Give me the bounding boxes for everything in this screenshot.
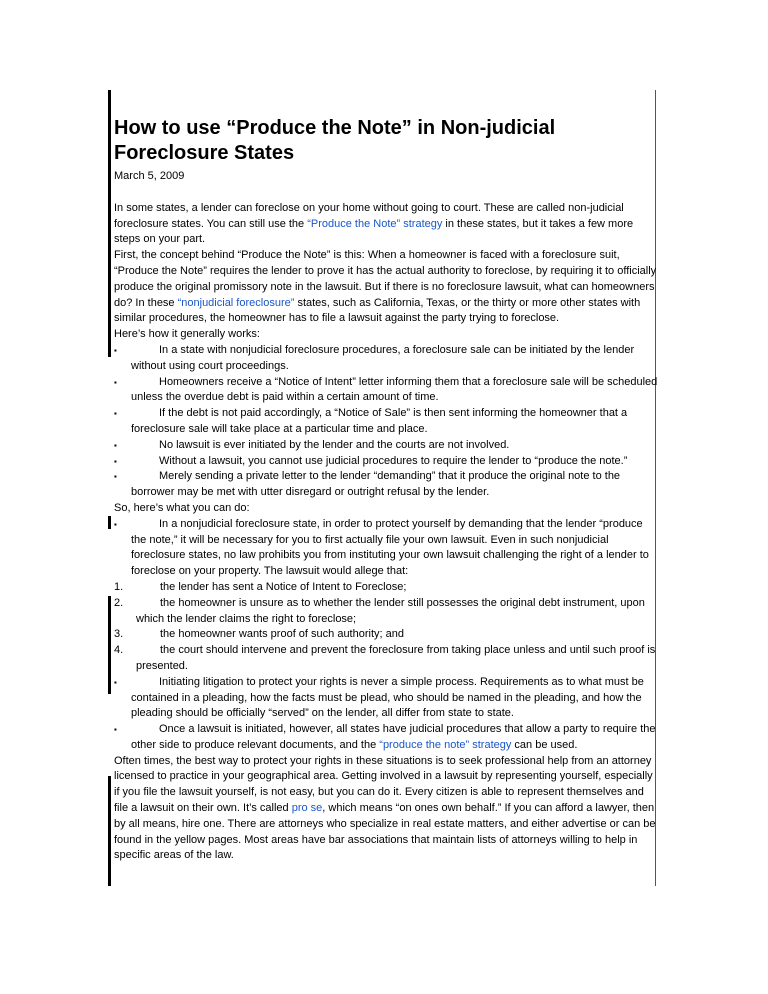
pro-se-link[interactable]: pro se (291, 802, 323, 815)
list-item-text: In a nonjudicial foreclosure state, in order to protect yourself by demanding that the lender “produce the note,” it will be necessary for you to first actually file your own lawsuit. Even in such nonjudicial foreclosure states, no law prohibits you from instituting your own lawsuit challenging the right of a lender to foreclose on your property. The lawsuit would allege that: (131, 517, 649, 578)
numbered-item (114, 580, 659, 596)
numbered-item-text: the court should intervene and prevent the foreclosure from taking place unless and until such proof is presented. (136, 644, 656, 672)
allegations-list (114, 580, 659, 675)
article-body (114, 116, 659, 864)
article-date: March 5, 2009 (114, 170, 185, 182)
revision-bar (108, 596, 111, 694)
bullet-icon: ▪ (114, 456, 117, 466)
list-item-text (131, 722, 659, 754)
item-number: 2. (114, 596, 124, 609)
list-item (114, 438, 659, 454)
item-number: 4. (114, 644, 124, 657)
text-run: , which means “on ones own behalf.” If you can afford a lawyer, then by all means, hire one. There are attorneys who specialize in real estate matters, and either advertise or can be found in the yellow pages. Most areas have bar associations that maintain lists of attorneys willing to help in specific areas of the law. (114, 802, 656, 862)
bullet-icon: ▪ (114, 409, 117, 419)
list-item-text: No lawsuit is ever initiated by the lender and the courts are not involved. (159, 438, 510, 451)
numbered-item (114, 627, 659, 643)
text-run: can be used. (511, 738, 578, 751)
text-run: In some states, a lender can foreclose on your home without going to court. These are called non-judicial foreclosure states. You can still use the (114, 201, 624, 230)
numbered-item-text: the lender has sent a Notice of Intent to Foreclose; (160, 580, 407, 593)
bullet-icon: ▪ (114, 345, 117, 355)
item-number: 1. (114, 580, 124, 593)
list-item-text: In a state with nonjudicial foreclosure procedures, a foreclosure sale can be initiated by the lender without using court proceedings. (131, 343, 635, 372)
revision-bar (108, 516, 111, 529)
list-item-text: Initiating litigation to protect your rights is never a simple process. Requirements as to what must be contained in a pleading, how the facts must be plead, who should be named in the pleading, and how the pleading should be officially “served” on the lender, all differ from state to state. (131, 675, 644, 720)
list-item (114, 722, 659, 754)
how-it-works-heading: Here’s how it generally works: (114, 328, 260, 341)
numbered-item (114, 643, 659, 675)
bullet-icon: ▪ (114, 440, 117, 450)
list-item-text: Homeowners receive a “Notice of Intent” letter informing them that a foreclosure sale will be scheduled unless the overdue debt is paid within a certain amount of time. (131, 375, 658, 404)
list-item (114, 406, 659, 438)
list-item (114, 675, 659, 722)
bullet-icon: ▪ (114, 725, 117, 735)
how-it-works-list (114, 343, 659, 501)
text-run: Once a lawsuit is initiated, however, all states have judicial procedures that allow a party to require the other side to produce relevant documents, and the (131, 723, 656, 751)
produce-the-note-strategy-link[interactable]: “Produce the Note” strategy (307, 217, 443, 230)
list-item-text: If the debt is not paid accordingly, a “Notice of Sale” is then sent informing the homeowner that a foreclosure sale will take place at a particular time and place. (131, 407, 628, 435)
article-title: How to use “Produce the Note” in Non-judicial Foreclosure States (114, 117, 556, 164)
numbered-item-text: the homeowner is unsure as to whether the lender still possesses the original debt instrument, upon which the lender claims the right to foreclose; (136, 596, 645, 625)
list-item (114, 454, 659, 470)
list-item (114, 343, 659, 375)
text-run: First, the concept behind “Produce the Note” is this: When a homeowner is faced with a foreclosure suit, “Produce the Note” requires the lender to prove it has the actual authority to foreclose, by requiring it to officially produce the original promissory note in the lawsuit. But if there is no foreclosure lawsuit, what can homeowners do? In these (114, 249, 657, 309)
item-number: 3. (114, 628, 124, 641)
paragraph-intro (114, 201, 659, 248)
list-item (114, 517, 659, 580)
paragraph-closing (114, 754, 659, 865)
numbered-item (114, 596, 659, 628)
text-run: states, such as California, Texas, or the thirty or more other states with similar procedures, the homeowner has to file a lawsuit against the party trying to foreclose. (114, 296, 641, 325)
text-run: Often times, the best way to protect your rights in these situations is to seek professional help from an attorney licensed to practice in your geographical area. Getting involved in a lawsuit by representing yourself, especially if you file the lawsuit yourself, is not easy, but you can do it. Every citizen is able to represent themselves and file a lawsuit on their own. It’s called (114, 754, 653, 815)
bullet-icon: ▪ (114, 472, 117, 482)
text-run: in these states, but it takes a few more steps on your part. (114, 217, 634, 246)
bullet-icon: ▪ (114, 519, 117, 529)
list-item (114, 469, 659, 501)
list-item (114, 375, 659, 407)
paragraph-concept (114, 248, 659, 327)
nonjudicial-foreclosure-link[interactable]: “nonjudicial foreclosure” (177, 296, 295, 309)
bullet-icon: ▪ (114, 377, 117, 387)
list-item-text: Merely sending a private letter to the lender “demanding” that it produce the original note to the borrower may be met with utter disregard or outright refusal by the lender. (131, 470, 621, 499)
bullet-icon: ▪ (114, 677, 117, 687)
revision-bar (108, 776, 111, 886)
numbered-item-text: the homeowner wants proof of such authority; and (160, 628, 404, 641)
produce-the-note-strategy-link[interactable]: “produce the note” strategy (379, 738, 512, 751)
revision-bar (108, 90, 111, 357)
what-you-can-do-heading: So, here’s what you can do: (114, 501, 250, 514)
list-item-text: Without a lawsuit, you cannot use judicial procedures to require the lender to “produce the note.” (159, 454, 628, 467)
